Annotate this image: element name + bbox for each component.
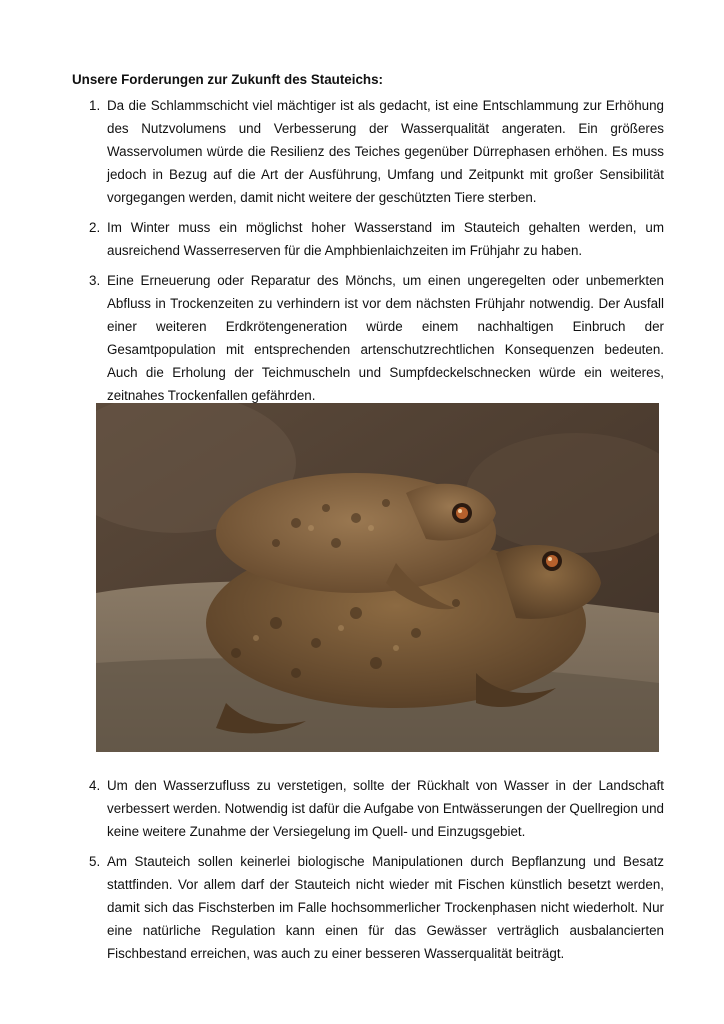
list-item-number: 2. [89,220,101,235]
list-item-text: Um den Wasserzufluss zu verstetigen, sollte der Rückhalt von Wasser in der Landschaft verbessert werden. Notwendig ist dafür die Aufgabe von Entwässerungen der Quellregion und keine weitere Zunahme der Versiegelung im Quell- und Einzugsgebiet. [107,778,664,839]
list-item [0,850,724,965]
list-item-number: 5. [89,854,101,869]
list-item [0,269,724,407]
toads-photo [96,403,659,752]
list-item-text: Im Winter muss ein möglichst hoher Wasserstand im Stauteich gehalten werden, um ausreichend Wasserreserven für die Amphbienlaichzeiten im Frühjahr zu haben. [107,220,664,258]
section-heading: Unsere Forderungen zur Zukunft des Stauteichs: [72,72,383,87]
demands-list-part-1 [0,94,724,414]
list-item-text: Eine Erneuerung oder Reparatur des Mönchs, um einen ungeregelten oder unbemerkten Abfluss in Trockenzeiten zu verhindern ist vor dem nächsten Frühjahr notwendig. Der Ausfall einer weiteren Erdkrötengeneration würde einem nachhaltigen Einbruch der Gesamtpopulation mit entsprechenden artenschutzrechtlichen Konsequenzen bedeuten. Auch die Erholung der Teichmuscheln und Sumpfdeckelschnecken würde ein weiteres, zeitnahes Trockenfallen gefährden. [107,273,664,403]
list-item-number: 1. [89,98,101,113]
list-item [0,216,724,262]
list-item [0,774,724,843]
list-item-text: Am Stauteich sollen keinerlei biologische Manipulationen durch Bepflanzung und Besatz stattfinden. Vor allem darf der Stauteich nicht wieder mit Fischen künstlich besetzt werden, damit sich das Fischsterben im Falle hochsommerlicher Trockenphasen nicht wiederholt. Nur eine natürliche Regulation kann einen für das Gewässer verträglich ausbalancierten Fischbestand erreichen, was auch zu einer besseren Wasserqualität beiträgt. [107,854,664,961]
list-item-text: Da die Schlammschicht viel mächtiger ist als gedacht, ist eine Entschlammung zur Erhöhung des Nutzvolumens und Verbesserung der Wasserqualität angeraten. Ein größeres Wasservolumen würde die Resilienz des Teiches gegenüber Dürrephasen erhöhen. Es muss jedoch in Bezug auf die Art der Ausführung, Umfang und Zeitpunkt mit großer Sensibilität vorgegangen werden, damit nicht weitere der geschützten Tiere sterben. [107,98,664,205]
list-item-number: 3. [89,273,101,288]
demands-list-part-2 [0,774,724,972]
toads-illustration [96,403,659,752]
list-item [0,94,724,209]
list-item-number: 4. [89,778,101,793]
